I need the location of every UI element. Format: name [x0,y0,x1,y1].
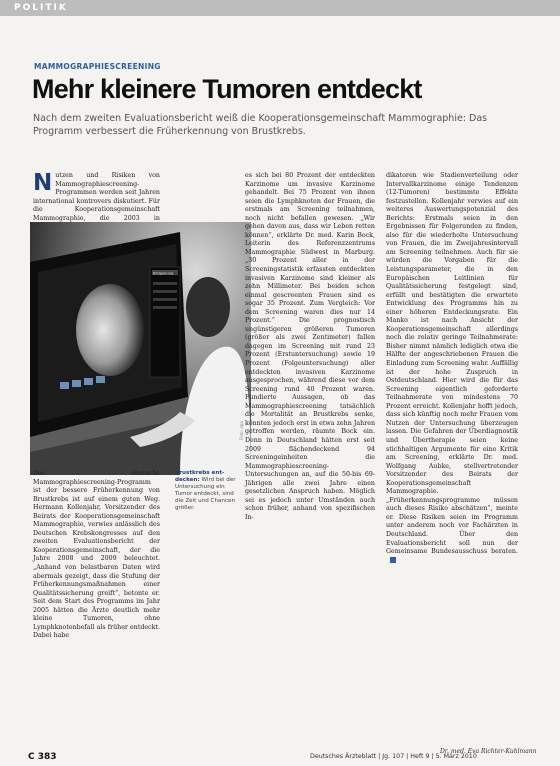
article-lead: Nach dem zweiten Evaluationsbericht weiß die Kooperationsgemeinschaft Mammographie: Das Programm verbessert die Früherkennung von Brustkrebs. [33,113,488,137]
column-3-text: dikatoren wie Stadienverteilung oder Intervallkarzinome einige Tendenzen (12-Tumoren) bestimmte Effekte festzustellen. Kollenjahr verwies auf ein weiteres Auswertungspotenzial des Berichts: Erstmals seien in den Ergebnissen für Folgerunden zu finden, also für die wiederholte Untersuchung von Frauen, die im Zweijahresintervall am Screening teilnehmen. Auch für sie würden die Vorgaben für die Leistungsparameter, die in den Europäischen Leitlinien für Qualitätssicherung festgelegt sind, erfüllt und bestätigten die erwartete Entwicklung des Programms hin zu einer höheren Entdeckungsrate. Ein Manko ist nach Ansicht der Kooperationsgemeinschaft allerdings noch die relativ geringe Teilnahmerate: Bisher nimmt nämlich lediglich etwa die Hälfte der angeschriebenen Frauen die Einladung zum Screening wahr. Auffällig ist der hohe Zuspruch in Ostdeutschland. Hier wird die für das Screening eigentlich geforderte Teilnahmerate von mindestens 70 Prozent erreicht. Kollenjahr hofft jedoch, dass sich künftig noch mehr Frauen vom Nutzen der Untersuchung überzeugen lassen. Die Gefahren der Überdiagnostik und Übertherapie seien keine stichhaltigen Argumente für eine Kritik am Screening, erklärte Dr. med. Wolfgang Aubke, stellvertretender Vorsitzender des Beirats der Kooperationsgemeinschaft Mammographie. „Früherkennungsprogramme müssen auch dieses Risiko abschätzen“, meinte er. Diese Risiken seien im Programm unter anderem noch vor Fachärzten in Deutschland. Über den Evaluationsbericht soll nun der Gemeinsame Bundesausschuss beraten. [386,172,518,556]
intro-text: utzen und Risiken von Mammographiescreening-Programmen werden seit Jahren international kontrovers diskutiert. Für die Kooperationsgemeinschaft Mammographie, die 2003 in [33,172,160,222]
section-label: POLITIK [14,3,68,13]
article-author: Dr. med. Eva Richter-Kuhlmann [440,748,537,755]
article-column-1-continued [33,470,160,641]
article-topic: MAMMOGRAPHIESCREENING [34,62,161,71]
article-column-3 [386,172,518,565]
end-mark [390,557,396,563]
mammography-workstation-photo [30,222,251,475]
screen-heading: Bildgebung [153,271,174,276]
column-2-text: es sich bei 80 Prozent der entdeckten Karzinome um invasive Karzinome gehandelt. Bei 75 Prozent von ihnen seien die Lymphknoten der Frauen, die erstmals am Screening teilnahmen, noch nicht befallen gewesen. „Wir gehen davon aus, dass wir Leben retten können“, erklärte Dr. med. Karin Bock, Leiterin des Referenzzentrums Mammographie Südwest in Marburg. „30 Prozent aller in der Screeningstatistik erfassten entdeckten invasiven Karzinome sind kleiner als zehn Millimeter. Bei beiden schon einmal gescreenten Frauen sind es sogar 35 Prozent. Zum Vergleich: Vor dem Screening waren dies nur 14 Prozent.“ Die prognostisch ungünstigeren größeren Tumoren (größer als zwei Zentimeter) fallen dagegen im Screening mit rund 23 Prozent (Erstuntersuchung) sowie 19 Prozent (Folgeuntersuchung) aller entdeckten invasiven Karzinome ausgesprochen, während diese vor dem Screening rund 40 Prozent waren. Fundierte Aussagen, ob das Mammographiescreening tatsächlich die Mortalität an Brustkrebs senke, könnten jedoch erst in etwa zehn Jahren getroffen werden, räumte Bock ein. Denn in Deutschland hätten erst seit 2009 flächendeckend 94 Screeningeinheiten die Mammographiescreening-Untersuchungen an, auf die 50-bis 69-Jährigen alle zwei Jahre einen gesetzlichen Anspruch haben. Möglich sei es jedoch unter Umständen auch schon früher, anhand von spezifischen In- [245,172,375,521]
photo-credit: Foto: dpa [239,421,244,440]
column-1-text: Das deutsche Mammographiescreening-Programm ist der bessere Früherkennung von Brustkrebs ist auf einem guten Weg. Hermann Kollenjahr, Vorsitzender des Beirats der Kooperationsgemeinschaft Mammographie, verwies anlässlich des Deutschen Krebskongresses auf den zweiten Evaluationsbericht der Kooperationsgemeinschaft, der die Jahre 2008 und 2009 beleuchtet. „Anhand von belastbaren Daten wird abermals gezeigt, dass die Stufung der Früherkennungsmaßnahmen einer Qualitätssicherung greift“, betonte er. Seit dem Start des Programms im Jahr 2005 hätten die Ärzte deutlich mehr kleine Tumoren, ohne Lymphknotenbefall als früher entdeckt. Dabei habe [33,470,160,640]
drop-cap: N [33,170,53,196]
page-number: C 383 [28,752,57,762]
caption-title: Brustkrebs ent-decken: [175,470,225,483]
photo-caption [175,470,237,512]
article-title: Mehr kleinere Tumoren entdeckt [32,74,422,104]
article-column-2 [245,172,375,522]
section-bar [0,0,560,16]
journal-reference: Deutsches Ärzteblatt | Jg. 107 | Heft 9 | 5. März 2010 [310,753,477,760]
article-photo [30,222,251,475]
caption-text: Wird bei der Untersuchung ein Tumor entdeckt, sind die Zeit und Chancen größer. [175,477,236,511]
